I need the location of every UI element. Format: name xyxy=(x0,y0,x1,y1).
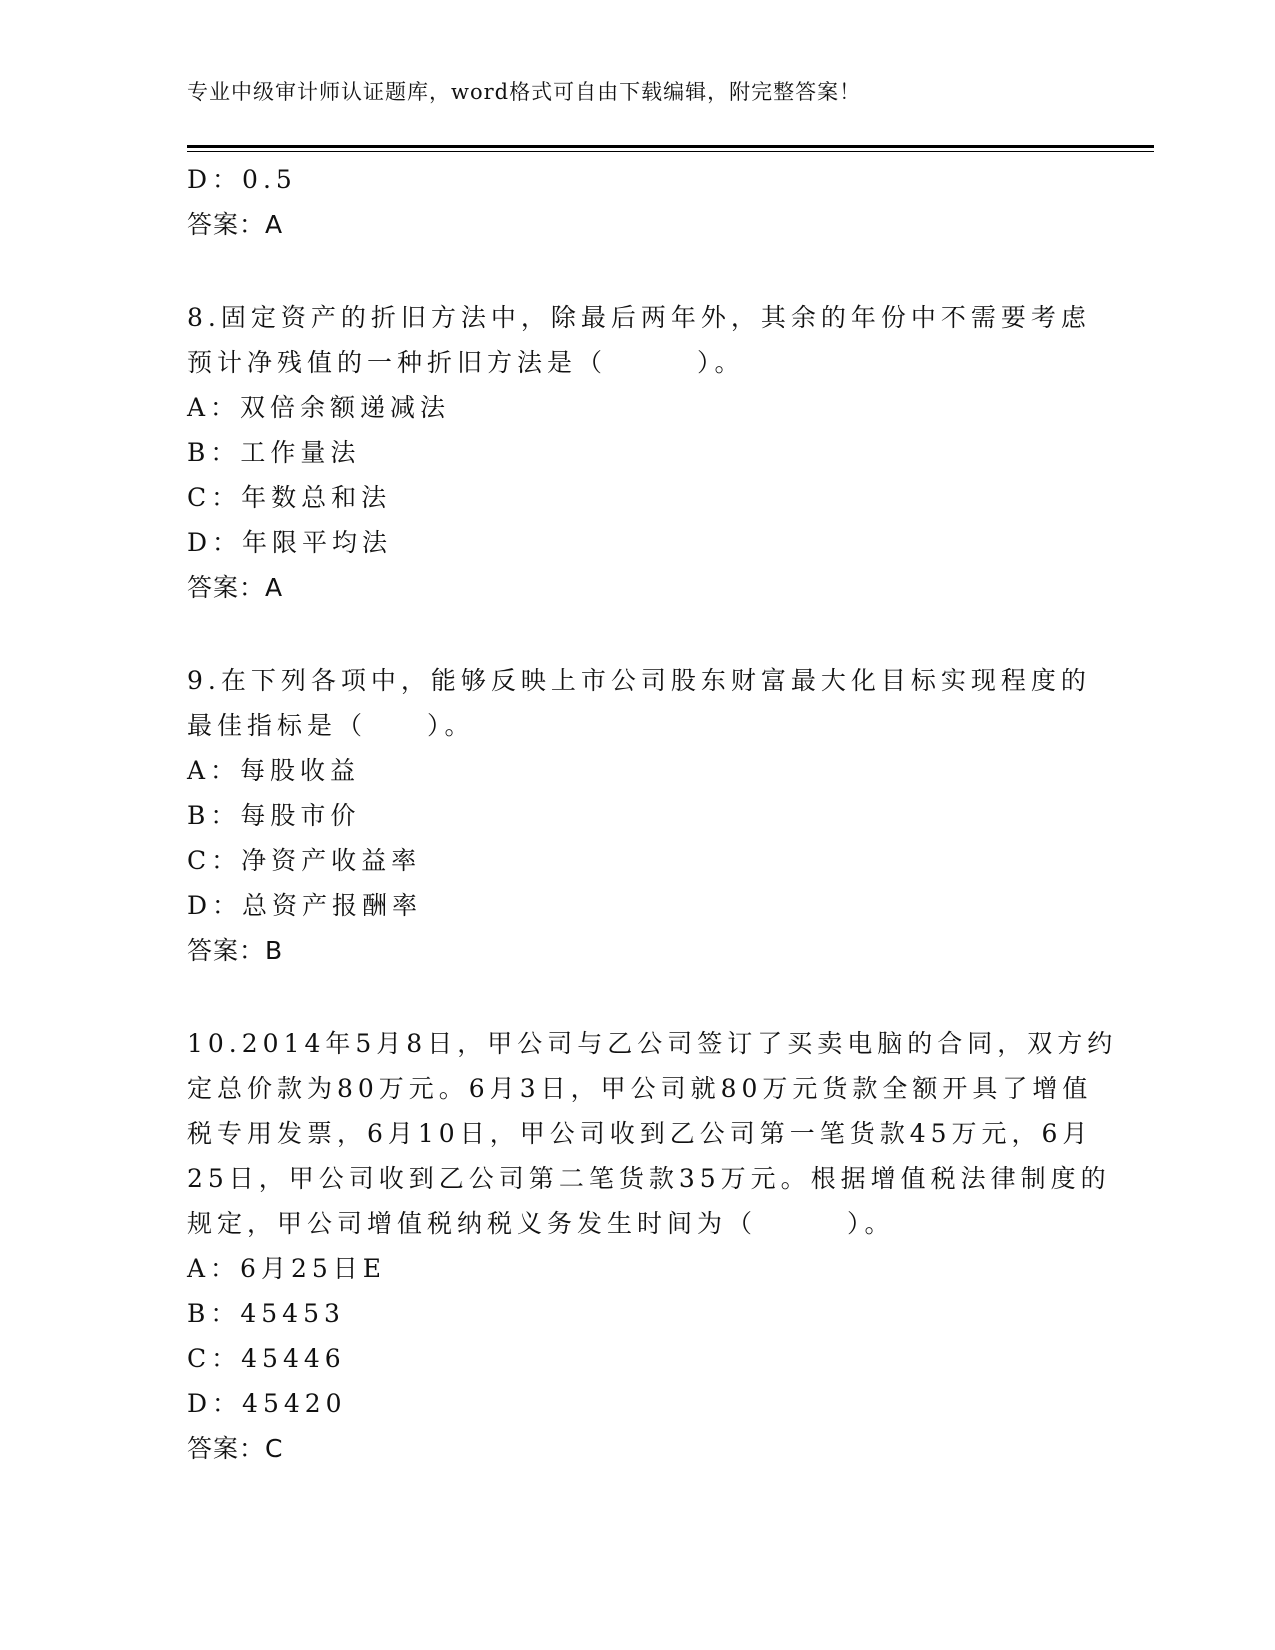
question-text-line: 8.固定资产的折旧方法中，除最后两年外，其余的年份中不需要考虑 xyxy=(187,303,1091,332)
question-8 xyxy=(187,295,1091,610)
question-9 xyxy=(187,658,1091,973)
option-d: D：年限平均法 xyxy=(187,528,393,557)
header-rule-thick xyxy=(187,145,1154,148)
option-c: C：45446 xyxy=(187,1344,346,1373)
answer: 答案：A xyxy=(187,573,284,602)
question-text-line: 定总价款为80万元。6月3日，甲公司就80万元货款全额开具了增值 xyxy=(187,1074,1093,1103)
option-b: B：每股市价 xyxy=(187,801,361,830)
option-c: C：净资产收益率 xyxy=(187,846,422,875)
option-d: D：45420 xyxy=(187,1389,347,1418)
prev-answer: 答案：A xyxy=(187,210,284,239)
option-b: B：工作量法 xyxy=(187,438,361,467)
question-text-line: 10.2014年5月8日，甲公司与乙公司签订了买卖电脑的合同，双方约 xyxy=(187,1029,1118,1058)
option-a: A：每股收益 xyxy=(187,756,361,785)
page-header: 专业中级审计师认证题库，word格式可自由下载编辑，附完整答案！ xyxy=(187,80,862,104)
option-b: B：45453 xyxy=(187,1299,345,1328)
question-text-line: 25日，甲公司收到乙公司第二笔货款35万元。根据增值税法律制度的 xyxy=(187,1164,1111,1193)
question-text-line: 9.在下列各项中，能够反映上市公司股东财富最大化目标实现程度的 xyxy=(187,666,1091,695)
answer: 答案：C xyxy=(187,1434,284,1463)
option-c: C：年数总和法 xyxy=(187,483,392,512)
content-area xyxy=(187,157,1118,1471)
option-d: D：总资产报酬率 xyxy=(187,891,423,920)
spacer xyxy=(187,247,1087,295)
question-10 xyxy=(187,1021,1118,1471)
prev-option-d: D：0.5 xyxy=(187,165,297,194)
question-text-line: 税专用发票，6月10日，甲公司收到乙公司第一笔货款45万元，6月 xyxy=(187,1119,1093,1148)
answer: 答案：B xyxy=(187,936,284,965)
option-a: A：6月25日E xyxy=(187,1254,387,1283)
option-a: A：双倍余额递减法 xyxy=(187,393,451,422)
question-text-line: 规定，甲公司增值税纳税义务发生时间为（ ）。 xyxy=(187,1209,895,1238)
header-rule-thin xyxy=(187,151,1154,152)
spacer xyxy=(187,973,1087,1021)
question-text-line: 预计净残值的一种折旧方法是（ ）。 xyxy=(187,348,745,377)
question-text-line: 最佳指标是（ ）。 xyxy=(187,711,475,740)
spacer xyxy=(187,610,1087,658)
